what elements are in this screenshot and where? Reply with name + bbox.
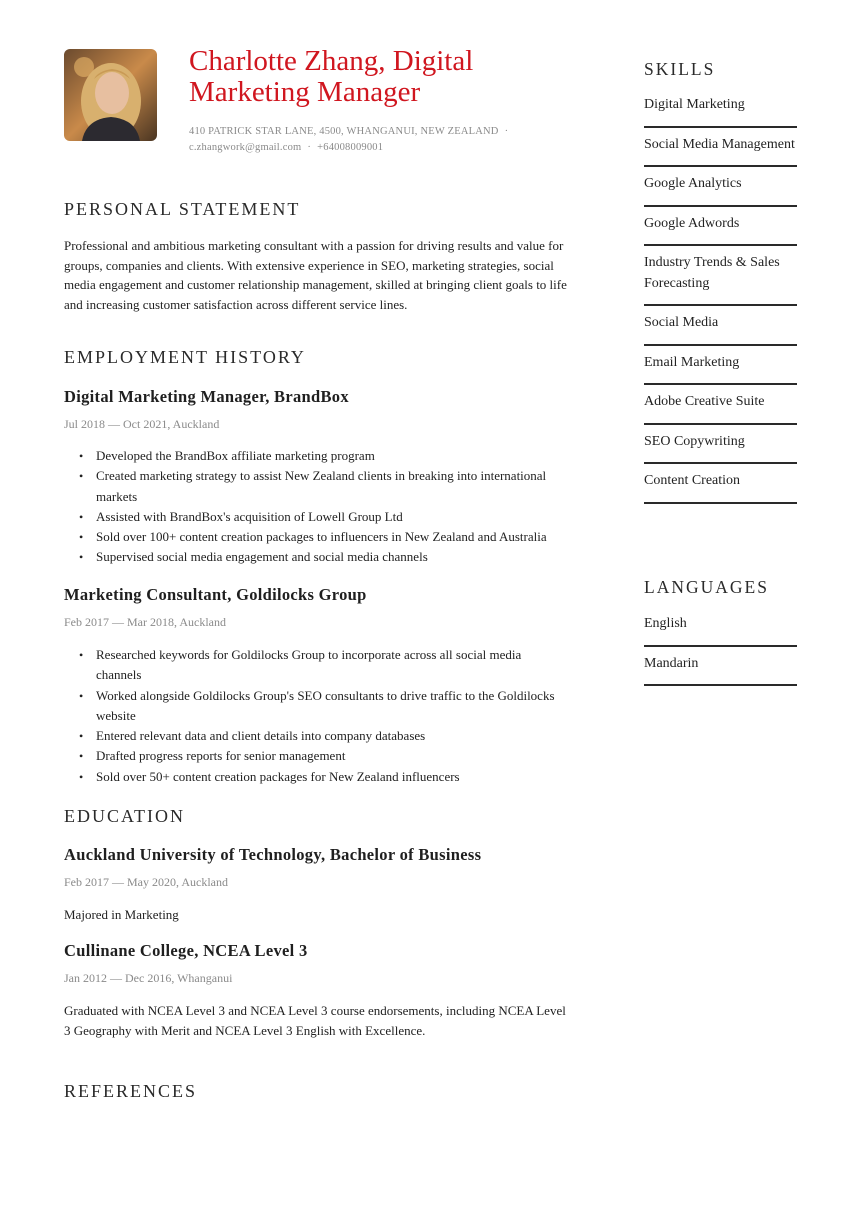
skill-item: Content Creation (644, 464, 797, 504)
education-description: Graduated with NCEA Level 3 and NCEA Level 3 course endorsements, including NCEA Level 3 Geography with Merit and NCEA Level 3 English with Excellence. (64, 1003, 566, 1038)
job-date: Jul 2018 — Oct 2021, Auckland (64, 417, 220, 431)
skills-list (644, 88, 797, 504)
personal-statement-text: Professional and ambitious marketing consultant with a passion for driving results and value for groups, companies and clients. With extensive experience in SEO, marketing strategies, social media engagement and customer relationship management, skilled at bringing client goals to life and increasing customer satisfaction across different service lines. (64, 238, 567, 312)
language-item: Mandarin (644, 647, 797, 687)
education-heading: EDUCATION (64, 806, 185, 826)
list-item: • Supervised social media engagement and social media channels (64, 547, 564, 567)
job-title: Digital Marketing Manager, BrandBox (64, 387, 349, 406)
job-bullets (64, 645, 564, 787)
skill-item: Digital Marketing (644, 88, 797, 128)
languages-list (644, 607, 797, 686)
skill-item: Google Adwords (644, 207, 797, 247)
list-item: • Sold over 50+ content creation packages for New Zealand influencers (64, 767, 564, 787)
list-item: • Created marketing strategy to assist New Zealand clients in breaking into international markets (64, 466, 564, 507)
personal-statement-heading: PERSONAL STATEMENT (64, 199, 301, 219)
skill-item: SEO Copywriting (644, 425, 797, 465)
list-item: • Drafted progress reports for senior management (64, 746, 564, 766)
list-item: • Entered relevant data and client details into company databases (64, 726, 564, 746)
education-title: Auckland University of Technology, Bachelor of Business (64, 845, 482, 864)
list-item: • Assisted with BrandBox's acquisition of Lowell Group Ltd (64, 507, 564, 527)
contact-info (189, 124, 589, 156)
job-title: Marketing Consultant, Goldilocks Group (64, 585, 367, 604)
name-line-1: Charlotte Zhang, Digital (189, 45, 474, 77)
candidate-name (189, 46, 589, 108)
skill-item: Google Analytics (644, 167, 797, 207)
address: 410 PATRICK STAR LANE, 4500, WHANGANUI, NEW ZEALAND (189, 126, 499, 137)
skill-item: Social Media (644, 306, 797, 346)
job-date: Feb 2017 — Mar 2018, Auckland (64, 615, 226, 629)
skill-item: Social Media Management (644, 128, 797, 168)
skills-heading: SKILLS (644, 59, 716, 79)
languages-heading: LANGUAGES (644, 577, 769, 597)
phone[interactable]: +64008009001 (317, 142, 384, 153)
education-date: Jan 2012 — Dec 2016, Whanganui (64, 971, 233, 985)
profile-photo (64, 49, 157, 141)
list-item: • Researched keywords for Goldilocks Group to incorporate across all social media channels (64, 645, 564, 686)
list-item: • Sold over 100+ content creation packages to influencers in New Zealand and Australia (64, 527, 564, 547)
education-date: Feb 2017 — May 2020, Auckland (64, 875, 228, 889)
skill-item: Industry Trends & Sales Forecasting (644, 246, 797, 306)
list-item: • Worked alongside Goldilocks Group's SEO consultants to drive traffic to the Goldilocks website (64, 686, 564, 727)
list-item: • Developed the BrandBox affiliate marketing program (64, 446, 564, 466)
language-item: English (644, 607, 797, 647)
skill-item: Adobe Creative Suite (644, 385, 797, 425)
separator: · (504, 126, 509, 137)
employment-history-heading: EMPLOYMENT HISTORY (64, 347, 306, 367)
education-description: Majored in Marketing (64, 907, 179, 922)
education-title: Cullinane College, NCEA Level 3 (64, 941, 308, 960)
name-line-2: Marketing Manager (189, 76, 421, 108)
separator: · (307, 142, 312, 153)
skill-item: Email Marketing (644, 346, 797, 386)
email[interactable]: c.zhangwork@gmail.com (189, 142, 302, 153)
job-bullets (64, 446, 564, 568)
references-heading: REFERENCES (64, 1081, 198, 1101)
